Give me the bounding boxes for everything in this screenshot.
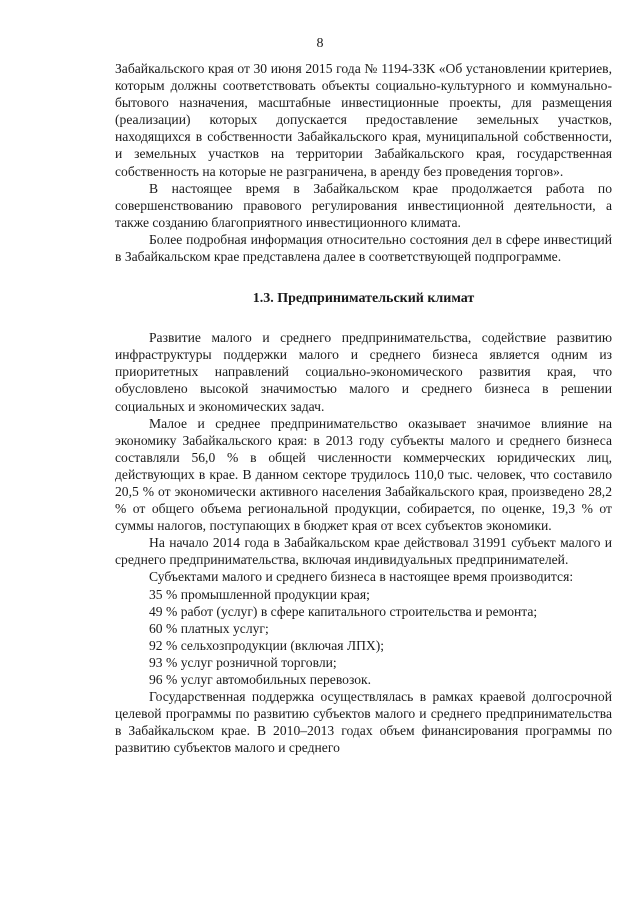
page-body — [115, 60, 612, 756]
page-number: 8 — [316, 36, 324, 51]
paragraph-state-support: Государственная поддержка осуществлялась в рамках краевой долгосрочной целевой программы по развитию субъектов малого и среднего предпринимательства в Забайкальском крае. В 2010–2013 годах объем финансирования программы по развитию субъектов малого и среднего — [115, 689, 612, 756]
paragraph-small-business-development: Развитие малого и среднего предпринимательства, содействие развитию инфраструктуры поддержки малого и среднего бизнеса является одним из приоритетных направлений социально-экономического развития края, что обусловлено высокой значимостью малого и среднего бизнеса в решении социальных и экономических задач. — [115, 330, 612, 414]
production-share-list — [115, 586, 612, 689]
paragraph-production-intro: Субъектами малого и среднего бизнеса в настоящее время производится: — [149, 569, 574, 585]
list-item: 93 % услуг розничной торговли; — [149, 654, 337, 670]
paragraph-regulation-work: В настоящее время в Забайкальском крае продолжается работа по совершенствованию правового регулирования инвестиционной деятельности, а также созданию благоприятного инвестиционного климата. — [115, 180, 612, 230]
paragraph-investment-info: Более подробная информация относительно состояния дел в сфере инвестиций в Забайкальском крае представлена далее в соответствующей подпрограмме. — [115, 231, 612, 265]
list-item: 60 % платных услуг; — [149, 620, 269, 636]
list-item: 92 % сельхозпродукции (включая ЛПХ); — [149, 637, 385, 653]
list-item: 49 % работ (услуг) в сфере капитального строительства и ремонта; — [149, 603, 538, 619]
paragraph-law-reference: Забайкальского края от 30 июня 2015 года № 1194-ЗЗК «Об установлении критериев, которым должны соответствовать объекты социально-культурного и коммунально-бытового назначения, масштабные инвестиционные проекты, для размещения (реализации) которых допускается предоставление земельных участков, находящихся в собственности Забайкальского края, муниципальной собственности, и земельных участков на территории Забайкальского края, государственная собственность на которые не разграничена, в аренду без проведения торгов». — [115, 61, 612, 179]
paragraph-entities-count: На начало 2014 года в Забайкальском крае действовал 31991 субъект малого и среднего предпринимательства, включая индивидуальных предпринимателей. — [115, 535, 612, 568]
section-heading: 1.3. Предпринимательский климат — [252, 291, 475, 307]
spacer — [115, 307, 612, 329]
paragraph-small-business-impact: Малое и среднее предпринимательство оказывает значимое влияние на экономику Забайкальского края: в 2013 году субъекты малого и среднего бизнеса составляли 56,0 % в общей численности коммерческих юридических лиц, действующих в крае. В данном секторе трудилось 110,0 тыс. человек, что составило 20,5 % от экономически активного населения Забайкальского края, произведено 28,2 % от общего объема региональной продукции, собирается, по оценке, 19,3 % от суммы налогов, поступающих в бюджет края от всех субъектов экономики. — [115, 415, 612, 534]
spacer — [115, 265, 612, 290]
list-item: 96 % услуг автомобильных перевозок. — [149, 672, 372, 687]
list-item: 35 % промышленной продукции края; — [149, 586, 370, 602]
